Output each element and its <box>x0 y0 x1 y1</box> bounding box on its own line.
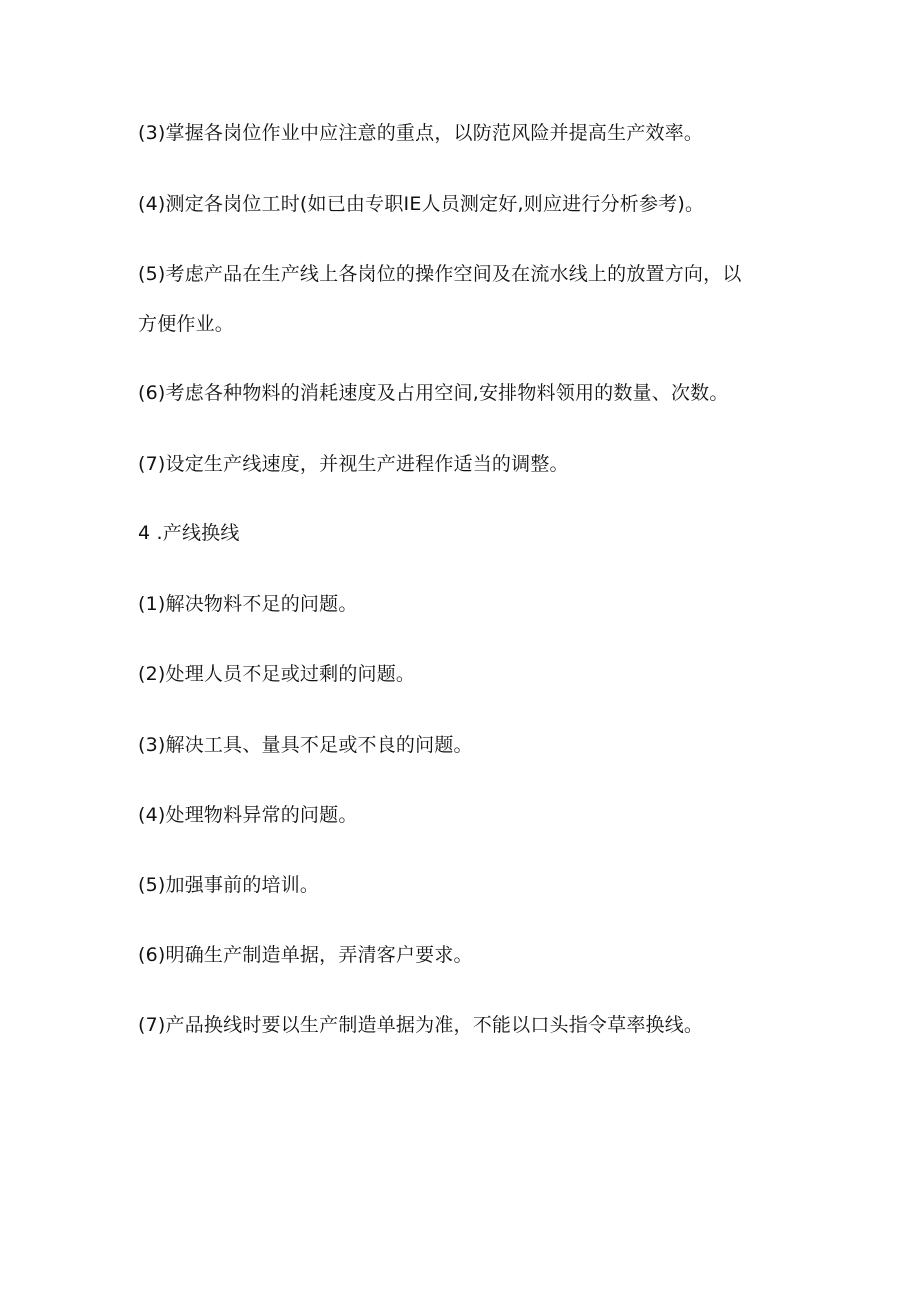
paragraph-item-5-operation-space: (5)考虑产品在生产线上各岗位的操作空间及在流水线上的放置方向，以 <box>138 263 742 285</box>
changeover-item-1: (1)解决物料不足的问题。 <box>138 593 358 615</box>
changeover-item-3: (3)解决工具、量具不足或不良的问题。 <box>138 734 473 756</box>
changeover-item-6: (6)明确生产制造单据，弄清客户要求。 <box>138 944 473 966</box>
changeover-item-7: (7)产品换线时要以生产制造单据为准，不能以口头指令草率换线。 <box>138 1014 704 1036</box>
paragraph-item-4-measure-work-hours: (4)测定各岗位工时(如已由专职IE人员测定好,则应进行分析参考)。 <box>138 193 705 215</box>
changeover-item-4: (4)处理物料异常的问题。 <box>138 804 358 826</box>
paragraph-item-5-continuation: 方便作业。 <box>138 313 235 335</box>
section-heading-line-changeover: 4 .产线换线 <box>138 522 240 544</box>
changeover-item-2: (2)处理人员不足或过剩的问题。 <box>138 663 416 685</box>
paragraph-item-3-focus-points: (3)掌握各岗位作业中应注意的重点，以防范风险并提高生产效率。 <box>138 122 704 144</box>
paragraph-item-6-material-consumption: (6)考虑各种物料的消耗速度及占用空间,安排物料领用的数量、次数。 <box>138 382 729 404</box>
changeover-item-5: (5)加强事前的培训。 <box>138 874 320 896</box>
paragraph-item-7-line-speed: (7)设定生产线速度，并视生产进程作适当的调整。 <box>138 453 569 475</box>
